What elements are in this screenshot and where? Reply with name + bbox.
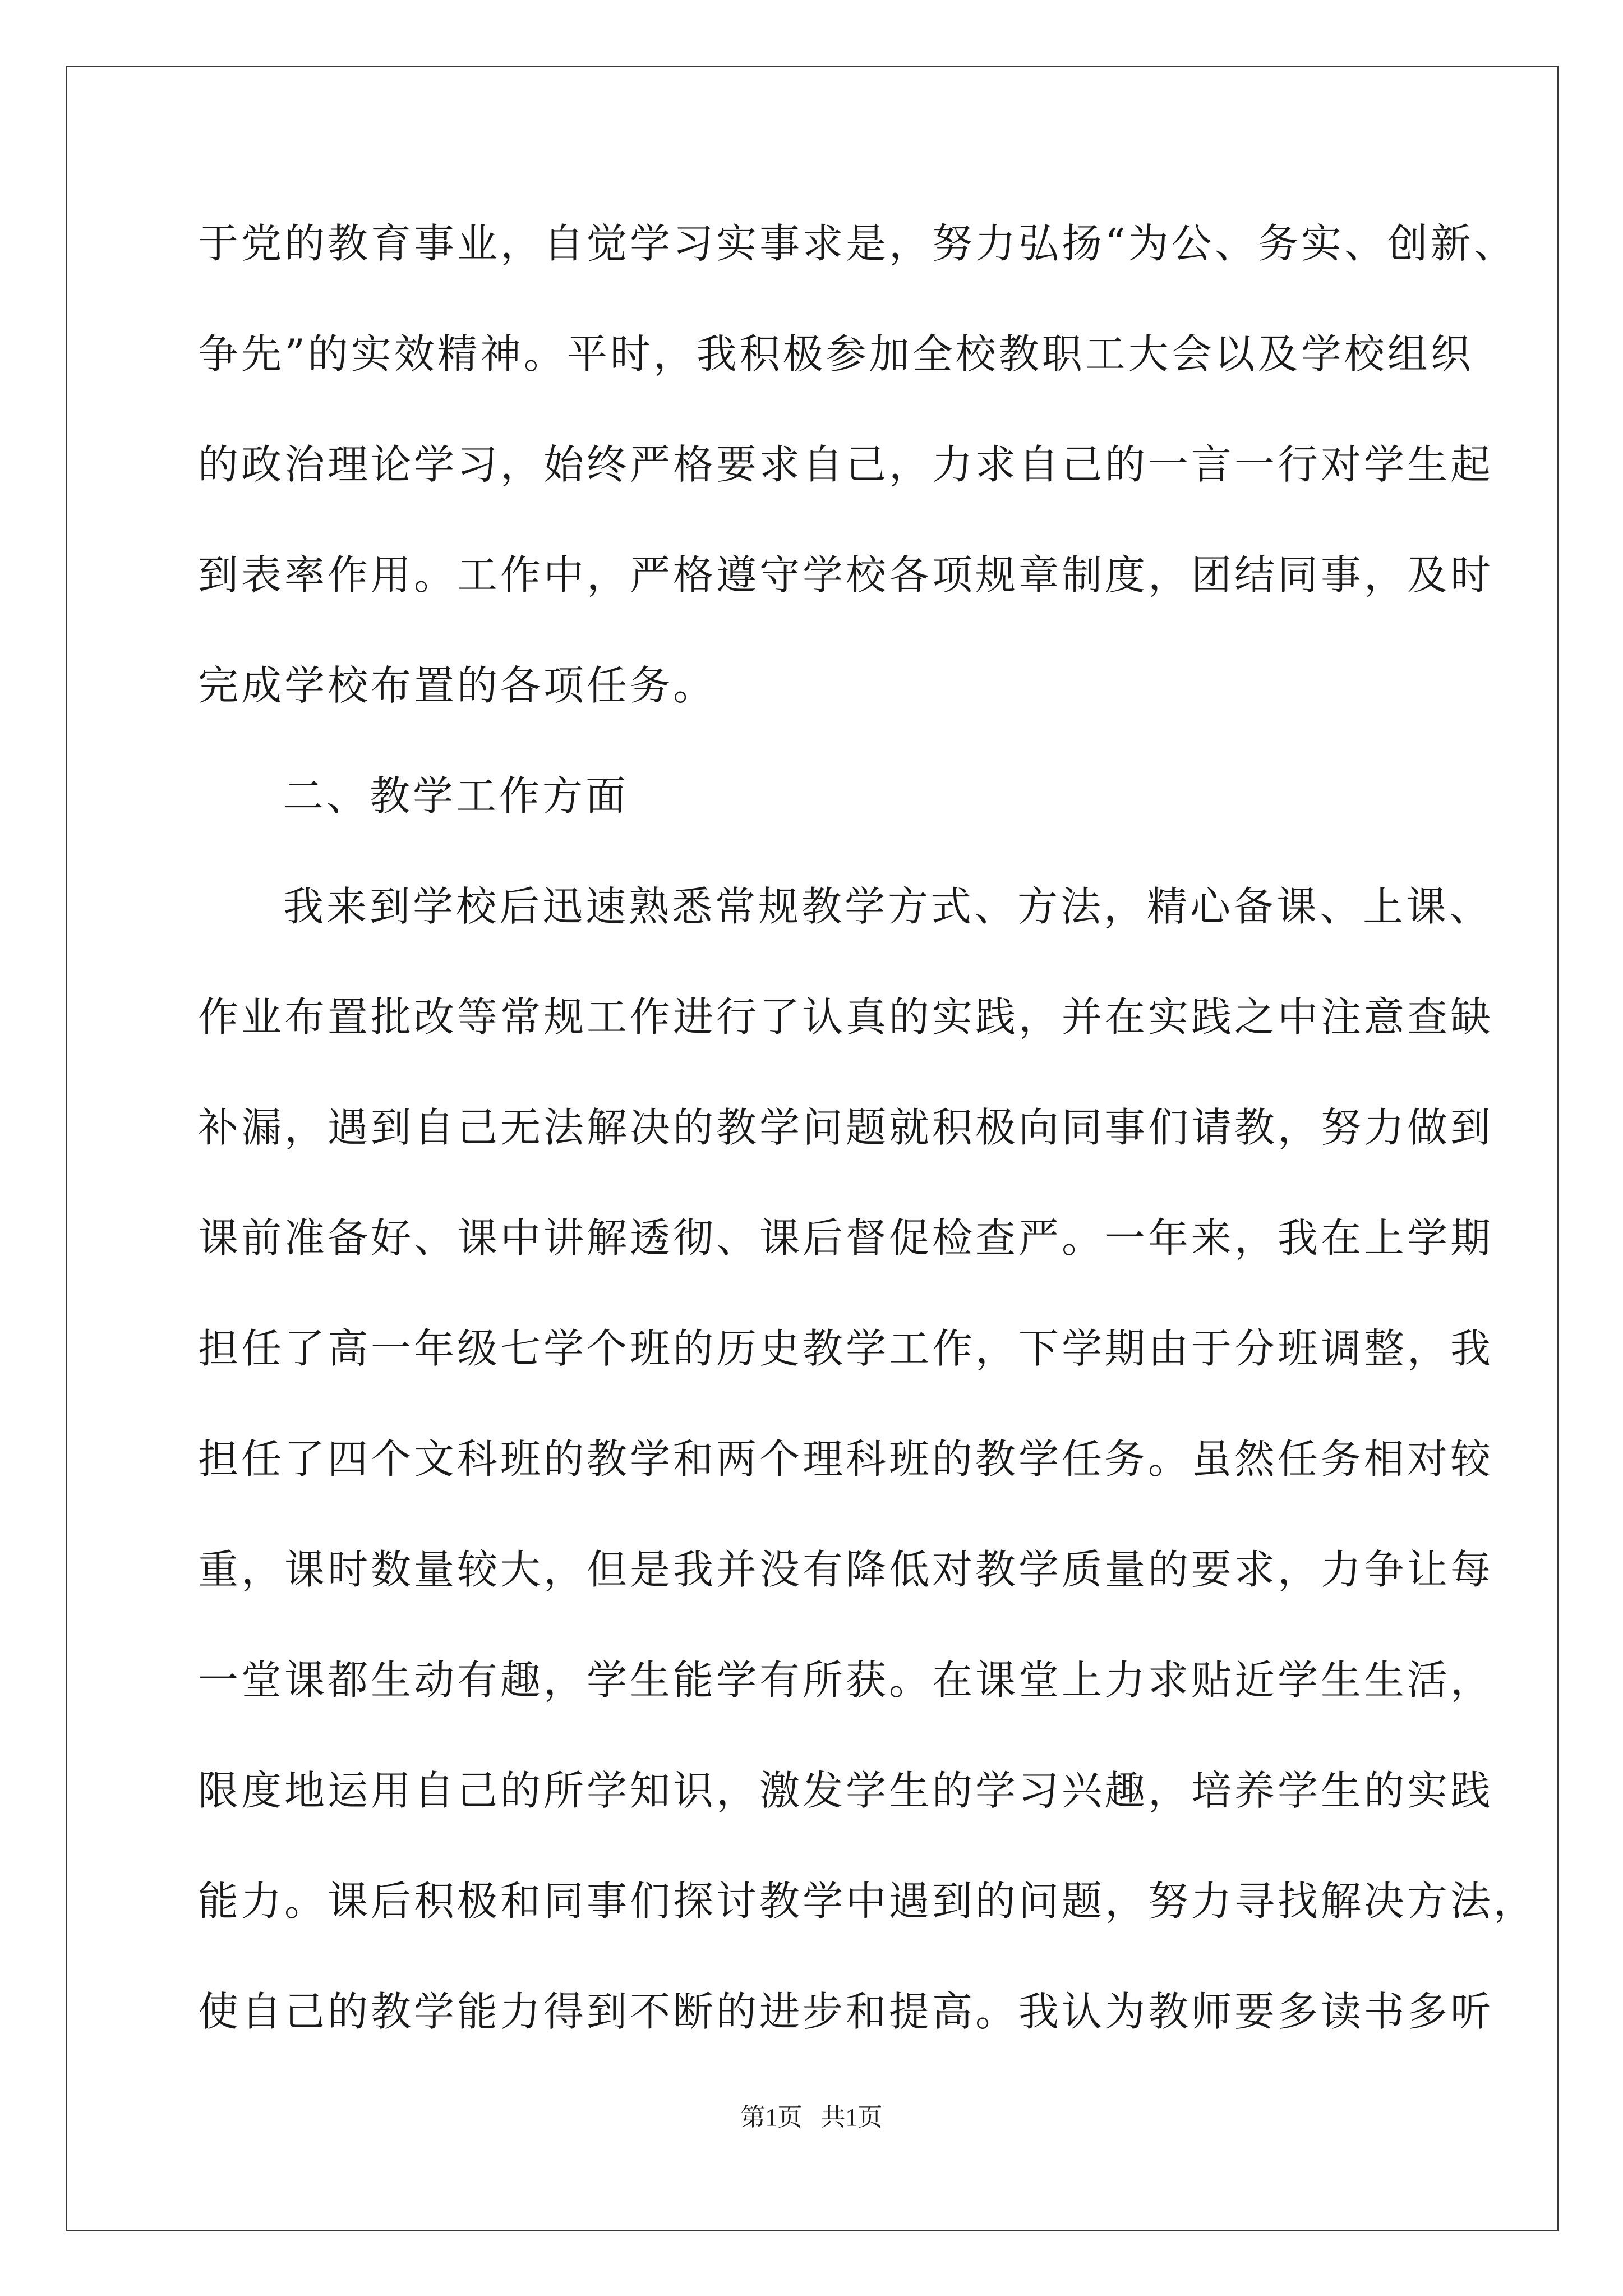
- text-line: 重，课时数量较大，但是我并没有降低对教学质量的要求，力争让每: [198, 1546, 1494, 1593]
- section-heading: 二、教学工作方面: [283, 772, 629, 820]
- text-line: 完成学校布置的各项任务。: [198, 662, 717, 709]
- paragraph-first-line: 我来到学校后迅速熟悉常规教学方式、方法，精心备课、上课、: [283, 883, 1493, 930]
- text-line: 作业布置批改等常规工作进行了认真的实践，并在实践之中注意查缺: [198, 993, 1494, 1041]
- text-line: 担任了高一年级七学个班的历史教学工作，下学期由于分班调整，我: [198, 1325, 1494, 1372]
- text-line: 补漏，遇到自己无法解决的教学问题就积极向同事们请教，努力做到: [198, 1104, 1494, 1151]
- page-number-footer: 第1页 共1页: [740, 2104, 883, 2131]
- text-line: 能力。课后积极和同事们探讨教学中遇到的问题，努力寻找解决方法，: [198, 1878, 1537, 1925]
- text-line: 担任了四个文科班的教学和两个理科班的教学任务。虽然任务相对较: [198, 1435, 1494, 1483]
- text-line: 到表率作用。工作中，严格遵守学校各项规章制度，团结同事，及时: [198, 551, 1494, 599]
- document-body: [198, 188, 1537, 2067]
- text-line: 的政治理论学习，始终严格要求自己，力求自己的一言一行对学生起: [198, 441, 1494, 488]
- text-line: 使自己的教学能力得到不断的进步和提高。我认为教师要多读书多听: [198, 1988, 1494, 2035]
- text-line: 于党的教育事业，自觉学习实事求是，努力弘扬“为公、务实、创新、: [198, 220, 1517, 267]
- text-line: 争先”的实效精神。平时，我积极参加全校教职工大会以及学校组织: [198, 330, 1474, 378]
- text-line: 限度地运用自己的所学知识，激发学生的学习兴趣，培养学生的实践: [198, 1767, 1494, 1814]
- text-line: 一堂课都生动有趣，学生能学有所获。在课堂上力求贴近学生生活，: [198, 1657, 1494, 1704]
- text-line: 课前准备好、课中讲解透彻、课后督促检查严。一年来，我在上学期: [198, 1214, 1494, 1262]
